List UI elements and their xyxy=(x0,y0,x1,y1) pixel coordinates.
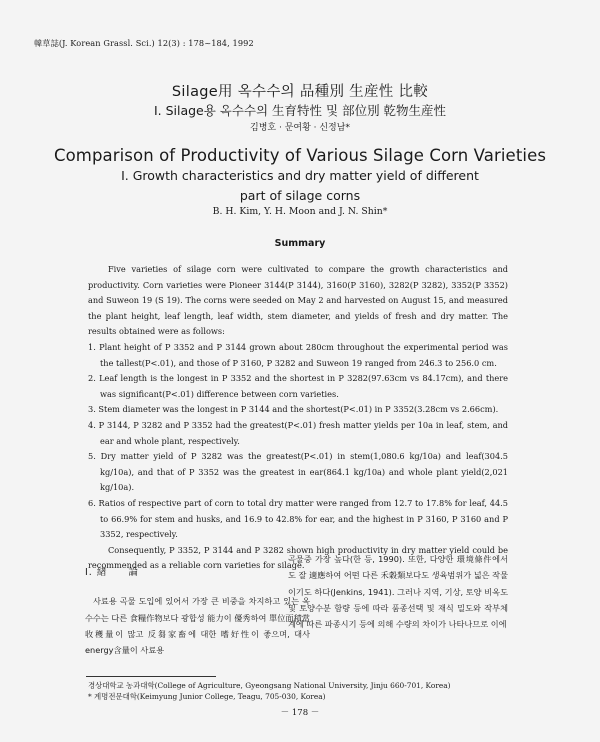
footnote-affiliation-2: * 계명전문대학(Keimyung Junior College, Teagu, 705-030, Korea) xyxy=(88,691,326,701)
summary-conclusion: Consequently, P 3352, P 3144 and P 3282 shown high productivity in dry matter yield could be recommended as a reliable corn varieties for silage. xyxy=(88,544,508,571)
section-heading: Ⅰ. 緖 論 xyxy=(85,567,139,578)
english-subtitle-line-1: Ⅰ. Growth characteristics and dry matter yield of different xyxy=(121,168,479,183)
korean-subtitle: Ⅰ. Silage용 옥수수의 生育特性 및 部位別 乾物生産性 xyxy=(153,103,447,118)
left-column-text: 사료용 곡물 도입에 있어서 가장 큰 비중을 차지하고 있는 옥수수는 다른 食糧作物보다 광합성 能力이 優秀하여 單位面積當 收穫量이 많고 反芻家畜에 대한 嗜好性이 좋으며, 대사 energy含量이 사료용 xyxy=(85,596,310,656)
english-subtitle-line-2: part of silage corns xyxy=(239,188,361,203)
footnotes xyxy=(88,681,508,702)
right-column xyxy=(288,551,508,632)
english-authors: B. H. Kim, Y. H. Moon and J. N. Shin* xyxy=(212,206,388,217)
summary-item: 1. Plant height of P 3352 and P 3144 grown about 280cm throughout the experimental period was the tallest(P<.01), and those of P 3160, P 3282 and Suweon 19 ranged from 246.3 to 256.0 cm. xyxy=(88,341,508,368)
summary-heading: Summary xyxy=(274,238,326,249)
summary-item: 6. Ratios of respective part of corn to total dry matter were ranged from 12.7 to 17.8% for leaf, 44.5 to 66.9% for stem and husks, and 16.9 to 42.8% for ear, and the highest in P 3160, P 3160 and P 3352, respectively. xyxy=(88,497,508,540)
summary-item: 5. Dry matter yield of P 3282 was the greatest(P<.01) in stem(1,080.6 kg/10a) and leaf(304.5 kg/10a), and that of P 3352 was the greatest in ear(864.1 kg/10a) and whole plant yield(2,021 kg/10a). xyxy=(88,451,508,493)
korean-authors: 김병호 · 문여황 · 신정남* xyxy=(250,123,350,133)
summary-item: 3. Stem diameter was the longest in P 3144 and the shortest(P<.01) in P 3352(3.28cm vs 2.66cm). xyxy=(88,404,499,415)
left-column xyxy=(85,565,310,658)
korean-title: Silage用 옥수수의 品種別 生産性 比較 xyxy=(171,84,429,100)
right-column-text: 곡물중 가장 높다(한 등, 1990). 또한, 다양한 環境條件에서도 잘 適應하여 어떤 다른 禾穀類보다도 생육범위가 넓은 작물이기도 하다(Jenkins, 1941). 그러나 지역, 기상, 토양 비옥도 및 토양수분 함량 등에 따라 품종선택 및 재식 밀도와 작부체계에 따른 파종시기 등에 의해 수량의 차이가 나타나므로 이에 xyxy=(288,554,508,630)
summary-item: 2. Leaf length is the longest in P 3352 and the shortest in P 3282(97.63cm vs 84.17cm), and there was significant(P<.01) difference between corn varieties. xyxy=(88,373,508,399)
summary-body xyxy=(88,262,508,574)
journal-citation: 韓草誌(J. Korean Grassl. Sci.) 12(3) : 178~184, 1992 xyxy=(34,38,254,48)
footnote-divider xyxy=(86,676,216,677)
page-number: － 178 － xyxy=(280,708,320,718)
summary-intro: Five varieties of silage corn were cultivated to compare the growth characteristics and productivity. Corn varieties were Pioneer 3144(P 3144), 3160(P 3160), 3282(P 3282), 3352(P 3352) and Suweon 19 (S 19). The corns were seeded on May 2 and harvested on August 15, and measured the plant height, leaf length, leaf width, stem diameter, and yields of fresh and dry matter. The results obtained were as follows: xyxy=(88,264,508,337)
summary-item: 4. P 3144, P 3282 and P 3352 had the greatest(P<.01) fresh matter yields per 10a in leaf, stem, and ear and whole plant, respectively. xyxy=(88,419,508,446)
summary-results-list xyxy=(88,340,508,543)
english-title: Comparison of Productivity of Various Silage Corn Varieties xyxy=(53,146,547,165)
footnote-affiliation-1: 경상대학교 농과대학(College of Agriculture, Gyeongsang National University, Jinju 660-701, Korea) xyxy=(88,681,451,690)
